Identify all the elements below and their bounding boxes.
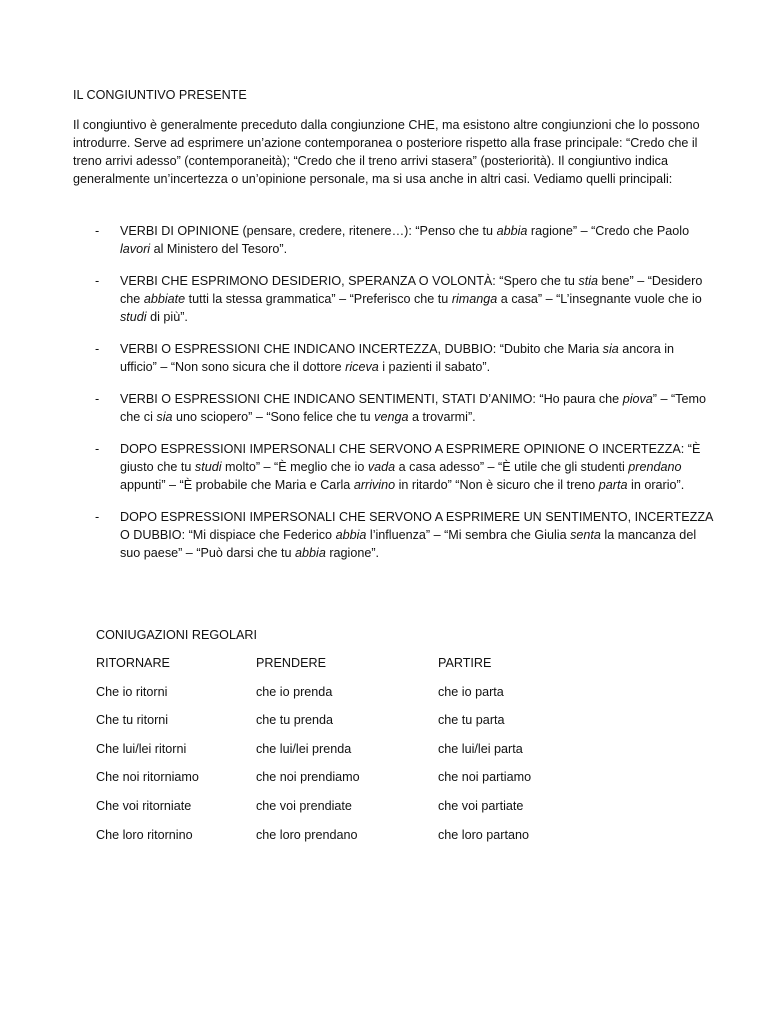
bullet-marker: - [95,342,100,356]
table-cell: che noi prendiamo [256,770,360,785]
list-item [73,390,713,426]
text-run: a trovarmi”. [408,410,476,424]
list-item [73,340,713,376]
italic-verb: studi [194,460,222,474]
text-run: ragione” – “Credo che Paolo [527,224,690,238]
text-run: appunti” – “È probabile che Maria e Carla [120,478,354,492]
bullet-marker: - [95,224,100,238]
italic-verb: venga [374,410,409,424]
table-cell: che lui/lei parta [438,741,523,756]
text-run: VERBI DI OPINIONE (pensare, credere, ritenere…): “Penso che tu [120,224,497,238]
italic-verb: abbia [335,528,367,542]
list-item [73,508,713,562]
text-run: ragione”. [325,546,380,560]
text-run: al Ministero del Tesoro”. [150,242,288,256]
text-run: in orario”. [627,478,685,492]
list-item [73,272,713,326]
text-run: VERBI O ESPRESSIONI CHE INDICANO INCERTEZZA, DUBBIO: “Dubito che Maria [120,342,603,356]
table-cell: che noi partiamo [438,770,532,785]
text-run: l’influenza” – “Mi sembra che Giulia [366,528,571,542]
table-cell: Che tu ritorni [96,713,169,728]
table-cell: Che noi ritorniamo [96,770,199,785]
italic-verb: vada [367,460,396,474]
text-run: molto” – “È meglio che io [221,460,368,474]
table-row [96,683,578,712]
text-run: bene” – “Desidero che [120,274,703,306]
table-row [96,740,578,769]
table-row [96,768,578,797]
text-run: in ritardo” “Non è sicuro che il treno [395,478,599,492]
italic-verb: sia [156,410,173,424]
text-run: la mancanza del suo paese” – “Può darsi che tu [120,528,697,560]
text-run: VERBI O ESPRESSIONI CHE INDICANO SENTIMENTI, STATI D’ANIMO: “Ho paura che [120,392,623,406]
table-header-cell: PRENDERE [256,656,326,670]
table-row [96,797,578,826]
text-run: DOPO ESPRESSIONI IMPERSONALI CHE SERVONO A ESPRIMERE OPINIONE O INCERTEZZA: “È giusto che tu [120,442,701,474]
italic-verb: abbiate [143,292,186,306]
conjugations-title: CONIUGAZIONI REGOLARI [96,628,257,642]
usage-list [73,222,713,576]
bullet-marker: - [95,442,100,456]
italic-verb: piova [622,392,653,406]
table-header-cell: PARTIRE [438,656,492,670]
text-run: ” – “Temo che ci [120,392,706,424]
italic-verb: rimanga [451,292,498,306]
italic-verb: stia [578,274,599,288]
text-run: VERBI CHE ESPRIMONO DESIDERIO, SPERANZA O VOLONTÀ: “Spero che tu [120,274,579,288]
text-run: tutti la stessa grammatica” – “Preferisco che tu [185,292,452,306]
table-cell: Che io ritorni [96,684,168,699]
list-item [73,222,713,258]
table-cell: che loro prendano [256,827,358,842]
bullet-marker: - [95,274,100,288]
table-row [96,826,578,855]
table-cell: che voi prendiate [256,798,352,813]
table-cell: che voi partiate [438,798,524,813]
conjugation-table [96,654,578,854]
table-cell: che tu parta [438,713,505,728]
text-run: a casa adesso” – “È utile che gli studenti [395,460,629,474]
italic-verb: riceva [345,360,379,374]
table-header-row [96,654,578,683]
table-cell: che io parta [438,684,504,699]
text-run: uno sciopero” – “Sono felice che tu [172,410,375,424]
table-cell: che loro partano [438,827,530,842]
text-run: a casa” – “L’insegnante vuole che io [497,292,702,306]
table-cell: Che lui/lei ritorni [96,741,187,756]
list-item [73,440,713,494]
italic-verb: lavori [120,242,151,256]
text-run: ancora in ufficio” – “Non sono sicura che il dottore [120,342,675,374]
table-cell: che lui/lei prenda [256,741,352,756]
italic-verb: abbia [295,546,326,560]
intro-paragraph: Il congiuntivo è generalmente preceduto dalla congiunzione CHE, ma esistono altre congiunzioni che lo possono introdurre. Serve ad esprimere un’azione contemporanea o posteriore rispetto alla frase principale: “Credo che il treno arrivi adesso” (contemporaneità); “Credo che il treno arrivi stasera” (posteriorità). Il congiuntivo indica generalmente un’incertezza o un’opinione personale, ma si usa anche in altri casi. Vediamo quelli principali: [73,118,700,186]
text-run: DOPO ESPRESSIONI IMPERSONALI CHE SERVONO A ESPRIMERE UN SENTIMENTO, INCERTEZZA O DUBBIO: “Mi dispiace che Federico [120,510,713,542]
table-cell: Che loro ritornino [96,827,193,842]
table-header-cell: RITORNARE [96,656,170,670]
bullet-marker: - [95,392,100,406]
text-run: i pazienti il sabato”. [378,360,491,374]
table-row [96,711,578,740]
bullet-marker: - [95,510,100,524]
italic-verb: prendano [628,460,682,474]
table-cell: che io prenda [256,684,333,699]
table-cell: Che voi ritorniate [96,798,192,813]
page-title: IL CONGIUNTIVO PRESENTE [73,88,247,102]
italic-verb: abbia [496,224,528,238]
text-run: di più”. [146,310,188,324]
italic-verb: sia [602,342,619,356]
italic-verb: senta [570,528,601,542]
italic-verb: studi [120,310,147,324]
table-cell: che tu prenda [256,713,334,728]
italic-verb: arrivino [353,478,396,492]
italic-verb: parta [598,478,628,492]
